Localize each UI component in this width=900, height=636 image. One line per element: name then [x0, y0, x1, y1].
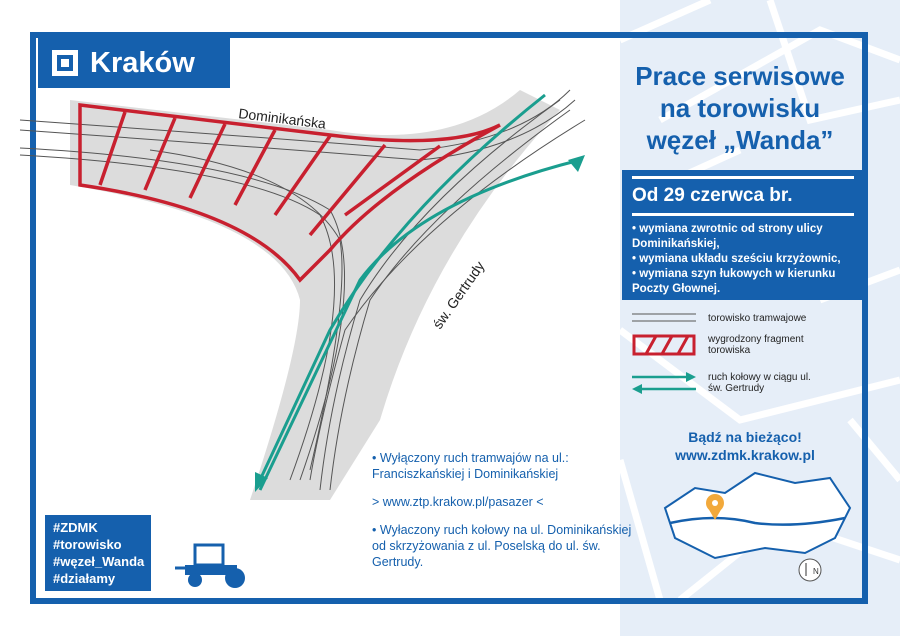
- hashtag: #węzeł_Wanda: [53, 554, 145, 569]
- works-item: • wymiana szyn łukowych w kierunku Poczty Głownej.: [632, 268, 836, 295]
- hashtag: #działamy: [53, 571, 116, 586]
- legend-label: torowisko tramwajowe: [708, 312, 807, 324]
- legend-label: ruch kołowy w ciągu ul. św. Gertrudy: [708, 372, 811, 394]
- legend-traffic: [632, 372, 818, 394]
- tracks-icon: [632, 312, 696, 324]
- works-item: • wymiana układu sześciu krzyżownic,: [632, 253, 841, 265]
- cta-heading: Bądź na bieżąco!: [688, 429, 802, 445]
- two-way-arrows-icon: [632, 372, 696, 394]
- notes: [372, 450, 632, 582]
- street-label-dominikanska: Dominikańska: [237, 105, 327, 132]
- compass-icon: [799, 559, 821, 581]
- tractor-icon: [175, 540, 250, 590]
- works-panel: [622, 170, 864, 300]
- logo-text: Kraków: [90, 46, 195, 79]
- hatched-box-icon: [632, 334, 696, 356]
- note-link[interactable]: > www.ztp.krakow.pl/pasazer <: [372, 495, 544, 509]
- note-tram: • Wyłączony ruch tramwajów na ul.: Franciszkańskiej i Dominikańskiej: [372, 451, 569, 481]
- legend-label: wygrodzony fragment torowiska: [708, 334, 804, 356]
- cta-url[interactable]: www.zdmk.krakow.pl: [675, 447, 815, 463]
- hashtag: #ZDMK: [53, 520, 98, 535]
- poster-title: [615, 60, 865, 156]
- title-line: węzeł „Wanda”: [646, 125, 834, 155]
- note-road: • Wyłaczony ruch kołowy na ul. Dominikańskiej od skrzyżowania z ul. Poselską do ul. św. Gertrudy.: [372, 523, 632, 569]
- title-line: Prace serwisowe: [635, 61, 845, 91]
- works-date: Od 29 czerwca br.: [632, 185, 793, 206]
- title-line: na torowisku: [659, 93, 821, 123]
- street-label-gertrudy: św. Gertrudy: [429, 258, 488, 332]
- legend-fenced: [632, 334, 828, 356]
- svg-text:N: N: [813, 567, 819, 576]
- stay-updated: [640, 428, 850, 464]
- krakow-city-map: [655, 468, 855, 588]
- works-item: • wymiana zwrotnic od strony ulicy Dominikańskiej,: [632, 223, 823, 250]
- legend-tracks: [632, 312, 806, 324]
- hashtag: #torowisko: [53, 537, 122, 552]
- hashtags-box: [45, 515, 151, 591]
